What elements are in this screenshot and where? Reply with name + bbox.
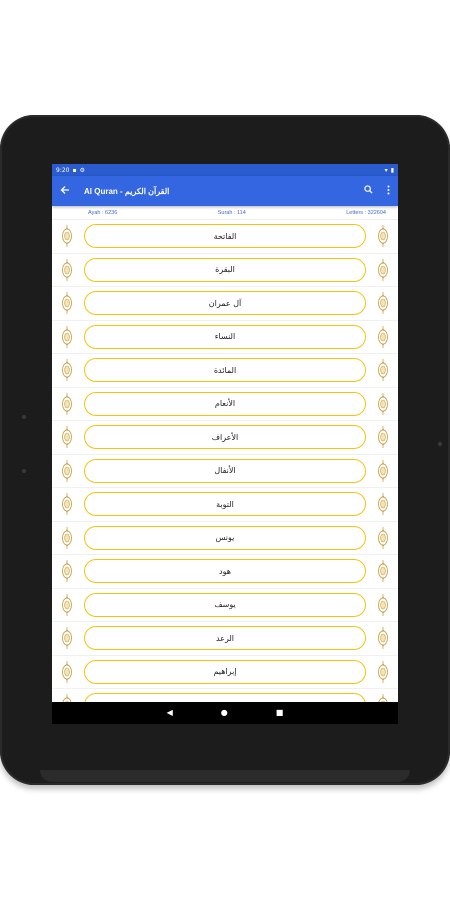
surah-list[interactable] <box>52 220 398 702</box>
surah-row[interactable] <box>52 421 398 455</box>
ornament-icon <box>374 491 392 517</box>
ornament-icon <box>58 558 76 584</box>
battery-icon: ▮ <box>390 166 394 174</box>
surah-name-button[interactable]: هود <box>84 559 366 583</box>
surah-name-button[interactable]: يونس <box>84 526 366 550</box>
surah-row[interactable] <box>52 254 398 288</box>
ornament-icon <box>58 223 76 249</box>
surah-name-button[interactable]: التوبة <box>84 492 366 516</box>
ornament-icon <box>374 592 392 618</box>
surah-name-button[interactable]: آل عمران <box>84 291 366 315</box>
ornament-icon <box>58 290 76 316</box>
ornament-icon <box>58 458 76 484</box>
settings-icon: ⚙ <box>79 166 85 174</box>
surah-row[interactable] <box>52 220 398 254</box>
search-icon[interactable] <box>364 185 373 197</box>
camera-dot <box>438 442 442 446</box>
ornament-icon <box>374 391 392 417</box>
ornament-icon <box>58 357 76 383</box>
wifi-icon: ▾ <box>384 166 388 174</box>
ornament-icon <box>58 257 76 283</box>
more-vert-icon[interactable] <box>387 185 390 198</box>
ornament-icon <box>374 659 392 685</box>
surah-name-button[interactable]: الفاتحة <box>84 224 366 248</box>
surah-row[interactable] <box>52 555 398 589</box>
notification-icon: ▪ <box>72 166 77 174</box>
surah-name-button[interactable]: الأعراف <box>84 425 366 449</box>
surah-name-button[interactable]: الرعد <box>84 626 366 650</box>
back-triangle-icon[interactable]: ◀ <box>166 708 173 717</box>
ornament-icon <box>374 558 392 584</box>
system-nav-bar <box>52 702 398 724</box>
surah-name-button[interactable]: البقرة <box>84 258 366 282</box>
surah-row[interactable] <box>52 622 398 656</box>
surah-row[interactable] <box>52 321 398 355</box>
surah-name-button[interactable]: النساء <box>84 325 366 349</box>
ornament-icon <box>374 257 392 283</box>
arrow-left-icon[interactable] <box>60 184 78 198</box>
surah-row[interactable] <box>52 287 398 321</box>
surah-name-button[interactable]: الأنفال <box>84 459 366 483</box>
ornament-icon <box>58 692 76 702</box>
surah-name-button[interactable]: يوسف <box>84 593 366 617</box>
surah-row[interactable] <box>52 354 398 388</box>
ornament-icon <box>58 525 76 551</box>
home-circle-icon[interactable]: ● <box>220 708 228 717</box>
ornament-icon <box>58 491 76 517</box>
surah-row[interactable] <box>52 589 398 623</box>
ornament-icon <box>374 424 392 450</box>
surah-name-button[interactable]: المائدة <box>84 358 366 382</box>
surah-row[interactable] <box>52 388 398 422</box>
ornament-icon <box>58 625 76 651</box>
surah-row[interactable] <box>52 656 398 690</box>
ornament-icon <box>58 592 76 618</box>
app-screen <box>52 164 398 724</box>
quran-stats-bar <box>52 206 398 220</box>
ornament-icon <box>374 324 392 350</box>
page-title: Al Quran - القرآن الكريم <box>84 186 170 196</box>
surah-row[interactable] <box>52 689 398 702</box>
surah-row[interactable] <box>52 522 398 556</box>
ornament-icon <box>58 324 76 350</box>
status-time: 9:20 <box>56 166 70 174</box>
tablet-bottom-edge <box>40 770 410 782</box>
recents-square-icon[interactable]: ■ <box>275 708 284 717</box>
ornament-icon <box>58 424 76 450</box>
front-sensor <box>22 415 26 419</box>
ornament-icon <box>374 357 392 383</box>
ornament-icon <box>374 625 392 651</box>
surah-row[interactable] <box>52 488 398 522</box>
surah-name-button[interactable]: الأنعام <box>84 392 366 416</box>
ornament-icon <box>374 692 392 702</box>
app-bar <box>52 176 398 206</box>
front-sensor <box>22 469 26 473</box>
letters-count: Letters : 322604 <box>346 209 386 216</box>
ornament-icon <box>58 659 76 685</box>
status-bar <box>52 164 398 176</box>
surah-count: Surah : 114 <box>217 209 246 216</box>
surah-name-button[interactable]: إبراهيم <box>84 660 366 684</box>
surah-name-button[interactable] <box>84 693 366 702</box>
surah-row[interactable] <box>52 455 398 489</box>
ornament-icon <box>374 525 392 551</box>
ornament-icon <box>374 223 392 249</box>
ayah-count: Ayah : 6236 <box>88 209 118 216</box>
ornament-icon <box>374 458 392 484</box>
ornament-icon <box>374 290 392 316</box>
ornament-icon <box>58 391 76 417</box>
